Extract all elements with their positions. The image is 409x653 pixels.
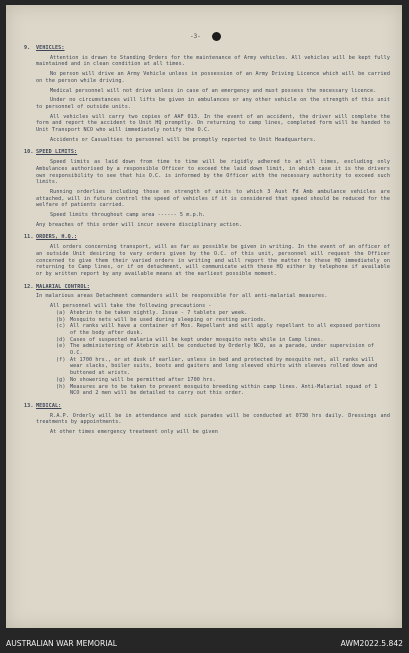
list-item-key: (g) xyxy=(56,376,66,383)
list-item-text: No showering will be permitted after 1700 hrs. xyxy=(70,376,216,383)
paragraph: All vehicles will carry two copies of AAF 013. In the event of an accident, the driver will complete the form and report the accident to Unit HQ promptly. On returning to camp lines, completed form will be handed to Unit Transport NCO who will immediately notify the O.C. xyxy=(36,113,390,134)
paragraph: Any breaches of this order will incur severe disciplinary action. xyxy=(36,221,242,228)
section-speed-limits xyxy=(24,149,390,228)
paragraph: At other times emergency treatment only will be given xyxy=(50,429,218,436)
paragraph: Accidents or Casualties to personnel will be promptly reported to Unit Headquarters. xyxy=(50,136,317,143)
list-item xyxy=(56,323,390,336)
footer-institution: AUSTRALIAN WAR MEMORIAL xyxy=(6,639,117,648)
paragraph: Speed limits throughout camp area ------ 5 m.p.h. xyxy=(50,212,206,219)
document-page xyxy=(6,5,402,628)
list-item-key: (e) xyxy=(56,343,66,350)
section-number: 11. xyxy=(24,234,34,241)
list-item xyxy=(56,343,390,356)
list-item xyxy=(56,310,390,317)
section-title: MEDICAL: xyxy=(36,402,62,409)
paragraph: All personnel will take the following precautions - xyxy=(50,303,212,310)
list-item xyxy=(56,377,390,384)
list-item xyxy=(56,384,390,397)
section-title: ORDERS, H.Q.: xyxy=(36,234,78,241)
list-item xyxy=(56,317,390,324)
section-number: 9. xyxy=(24,45,31,51)
paragraph: Attention is drawn to Standing Orders for the maintenance of Army vehicles. All vehicles will be kept fully maintained and in clean condition at all times. xyxy=(36,54,390,68)
list-item xyxy=(56,357,390,377)
section-title: VEHICLES: xyxy=(36,45,65,51)
section-title: MALARIAL CONTROL: xyxy=(36,283,90,290)
list-item-text: Mosquito nets will be used during sleeping or resting periods. xyxy=(70,316,267,323)
paragraph: Speed limits as laid down from time to time will be rigidly adhered to at all times, excluding only Ambulances authorised by a responsible Officer to exceed the laid down limit, in which case it is the drivers own responsibility to see that his O.C. is informed by the Officer with the necessary authority to exceed such limits. xyxy=(36,159,390,186)
section-vehicles xyxy=(24,45,390,143)
section-malarial-control xyxy=(24,284,390,397)
archive-footer xyxy=(0,639,409,648)
list-item-key: (c) xyxy=(56,323,66,330)
document-body xyxy=(24,45,390,442)
list-item-key: (f) xyxy=(56,356,66,363)
page-number: -3- xyxy=(190,33,201,40)
paragraph: In malarious areas Detachment commanders will be responsible for all anti-malarial measures. xyxy=(36,293,328,300)
section-number: 13. xyxy=(24,402,34,409)
list-item xyxy=(56,337,390,344)
paragraph: No person will drive an Army Vehicle unless in possession of an Army Driving Licence which will be carried on the person while driving. xyxy=(36,71,390,84)
list-item-text: All ranks will have a container of Mos. Repellant and will apply repellant to all exposed portions of the body after dusk. xyxy=(70,323,381,336)
punch-hole xyxy=(212,32,221,41)
paragraph: Running orderlies including those on strength of units to which 3 Aust Fd Amb ambulance vehicles are attached, will in future control the speed of vehicles if it is considered that speed should be reduced for the welfare of patients carried. xyxy=(36,188,390,209)
list-item-key: (d) xyxy=(56,336,66,343)
list-item-key: (h) xyxy=(56,383,66,390)
section-orders xyxy=(24,234,390,277)
list-item-key: (b) xyxy=(56,316,66,323)
list-item-text: The administering of Atebrin will be conducted by Orderly NCO, as a parade, under supervision of O.C. xyxy=(70,343,375,357)
paragraph: All orders concerning transport, will as far as possible be given in writing. In the event of an officer of an outside Unit desiring to vary orders given by the O.C. of this unit, personnel will request the Officer concerned to give them their varied orders in writing and will report the matter to these HQ immediately on returning to Camp lines, or if on detachment, will communicate with these HQ either by telephone if available or by written report by any available means at the earliest possible moment. xyxy=(36,244,390,277)
paragraph: Medical personnel will not drive unless in case of an emergency and must possess the necessary licence. xyxy=(50,87,377,94)
section-medical xyxy=(24,403,390,436)
paragraph: R.A.P. Orderly will be in attendance and sick parades will be conducted at 0730 hrs daily. Dressings and treatments by appointments. xyxy=(36,412,390,426)
footer-accession-number: AWM2022.5.842 xyxy=(340,639,403,648)
list-item-text: Cases of suspected malaria will be kept under mosquito nets while in Camp lines. xyxy=(70,336,324,343)
list-item-key: (a) xyxy=(56,309,66,316)
list-item-text: Measures are to be taken to prevent mosquito breeding within camp lines. Anti-Malarial squad of 1 NCO and 2 men will be detailed to carry out this order. xyxy=(70,383,378,397)
section-number: 10. xyxy=(24,149,34,156)
paragraph: Under no circumstances will lifts be given in ambulances or any other vehicle on the strength of this unit to personnel of outside units. xyxy=(36,97,390,110)
section-title: SPEED LIMITS: xyxy=(36,149,78,156)
list-item-text: At 1700 hrs., or at dusk if earlier, unless in bed and protected by mosquito net, all ranks will wear slacks, boiler suits, boots and gaiters and long sleeved shirts with sleeves rolled down and buttoned at wrists. xyxy=(70,356,378,377)
section-number: 12. xyxy=(24,283,34,290)
list-item-text: Atebrin to be taken nightly. Issue - 7 tablets per week. xyxy=(70,309,248,316)
